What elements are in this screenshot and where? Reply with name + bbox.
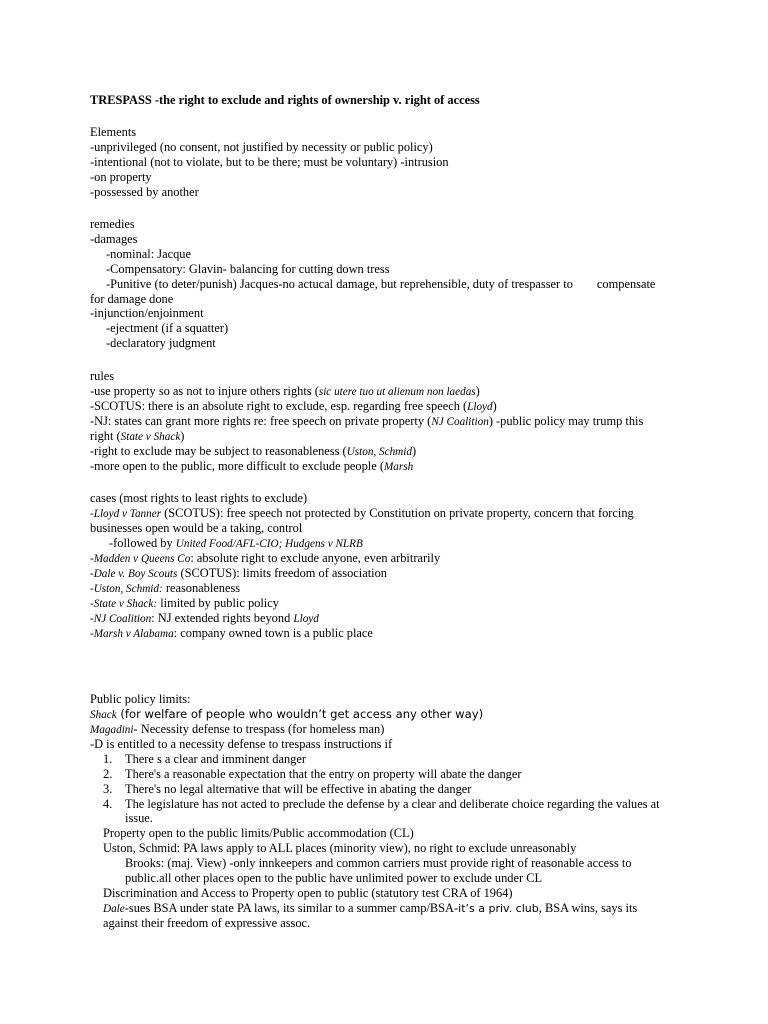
- elements-heading: Elements: [90, 125, 137, 139]
- policy-paragraph: Uston, Schmid: PA laws apply to ALL places (minority view), no right to exclude unreasonably: [103, 841, 577, 855]
- policy-paragraph: public.all other places open to the public have unlimited power to exclude under CL: [125, 871, 543, 885]
- numbered-item: 4. The legislature has not acted to preclude the defense by a clear and deliberate choice regarding the values at: [103, 797, 660, 811]
- case-item: -State v Shack: limited by public policy: [90, 596, 279, 610]
- case-item: -Dale v. Boy Scouts (SCOTUS): limits freedom of association: [90, 566, 387, 580]
- numbered-item: 2. There's a reasonable expectation that the entry on property will abate the danger: [103, 767, 522, 781]
- remedy-subitem: -nominal: Jacque: [106, 247, 191, 261]
- case-item: -Marsh v Alabama: company owned town is a public place: [90, 626, 373, 640]
- element-item: -unprivileged (no consent, not justified by necessity or public policy): [90, 140, 433, 154]
- case-item: -Uston, Schmid: reasonableness: [90, 581, 241, 595]
- numbered-item-continuation: issue.: [125, 811, 153, 825]
- remedy-subitem: -Punitive (to deter/punish) Jacques-no actucal damage, but reprehensible, duty of trespasser to compensate: [106, 277, 656, 291]
- rule-item: -SCOTUS: there is an absolute right to exclude, esp. regarding free speech (Lloyd): [90, 399, 497, 413]
- element-item: -intentional (not to violate, but to be there; must be voluntary) -intrusion: [90, 155, 449, 169]
- policy-item: -D is entitled to a necessity defense to trespass instructions if: [90, 737, 393, 751]
- rule-item: -NJ: states can grant more rights re: free speech on private property (NJ Coalition) -public policy may trump this: [90, 414, 644, 428]
- cases-heading: cases (most rights to least rights to exclude): [90, 491, 308, 505]
- remedy-subitem: -ejectment (if a squatter): [106, 321, 229, 335]
- rule-item: -more open to the public, more difficult to exclude people (Marsh: [90, 459, 414, 473]
- policy-item: Magadini- Necessity defense to trespass (for homeless man): [90, 722, 385, 736]
- remedy-subitem: -Compensatory: Glavin- balancing for cutting down tress: [106, 262, 390, 276]
- policy-heading: Public policy limits:: [90, 692, 191, 706]
- remedy-item: -injunction/enjoinment: [90, 306, 204, 320]
- rule-item: -right to exclude may be subject to reasonableness (Uston, Schmid): [90, 444, 417, 458]
- case-item: -Madden v Queens Co: absolute right to exclude anyone, even arbitrarily: [90, 551, 441, 565]
- case-item: -Lloyd v Tanner (SCOTUS): free speech not protected by Constitution on private property, concern that forcing: [90, 506, 634, 520]
- numbered-item: 3. There's no legal alternative that will be effective in abating the danger: [103, 782, 472, 796]
- policy-paragraph: Dale-sues BSA under state PA laws, its similar to a summer camp/BSA-it’s a priv. club, BSA wins, says its: [103, 901, 638, 915]
- rules-heading: rules: [90, 369, 115, 383]
- rule-continuation: right (State v Shack): [90, 429, 185, 443]
- element-item: -on property: [90, 170, 152, 184]
- case-subitem: -followed by United Food/AFL-CIO; Hudgens v NLRB: [109, 536, 363, 550]
- case-item: -NJ Coalition: NJ extended rights beyond Lloyd: [90, 611, 319, 625]
- remedy-continuation: for damage done: [90, 292, 174, 306]
- policy-item: Shack (for welfare of people who wouldn’t get access any other way): [90, 707, 484, 721]
- remedy-item: -damages: [90, 232, 138, 246]
- policy-paragraph: Discrimination and Access to Property open to public (statutory test CRA of 1964): [103, 886, 513, 900]
- policy-paragraph: Brooks: (maj. View) -only innkeepers and common carriers must provide right of reasonable access to: [125, 856, 632, 870]
- policy-paragraph: Property open to the public limits/Public accommodation (CL): [103, 826, 414, 840]
- remedies-heading: remedies: [90, 217, 135, 231]
- policy-paragraph: against their freedom of expressive assoc.: [103, 916, 311, 930]
- remedy-subitem: -declaratory judgment: [106, 336, 216, 350]
- numbered-item: 1. There s a clear and imminent danger: [103, 752, 306, 766]
- rule-item: -use property so as not to injure others rights (sic utere tuo ut alienum non laedas): [90, 384, 480, 398]
- case-continuation: businesses open would be a taking, control: [90, 521, 303, 535]
- element-item: -possessed by another: [90, 185, 199, 199]
- document-title: TRESPASS -the right to exclude and rights of ownership v. right of access: [90, 93, 480, 107]
